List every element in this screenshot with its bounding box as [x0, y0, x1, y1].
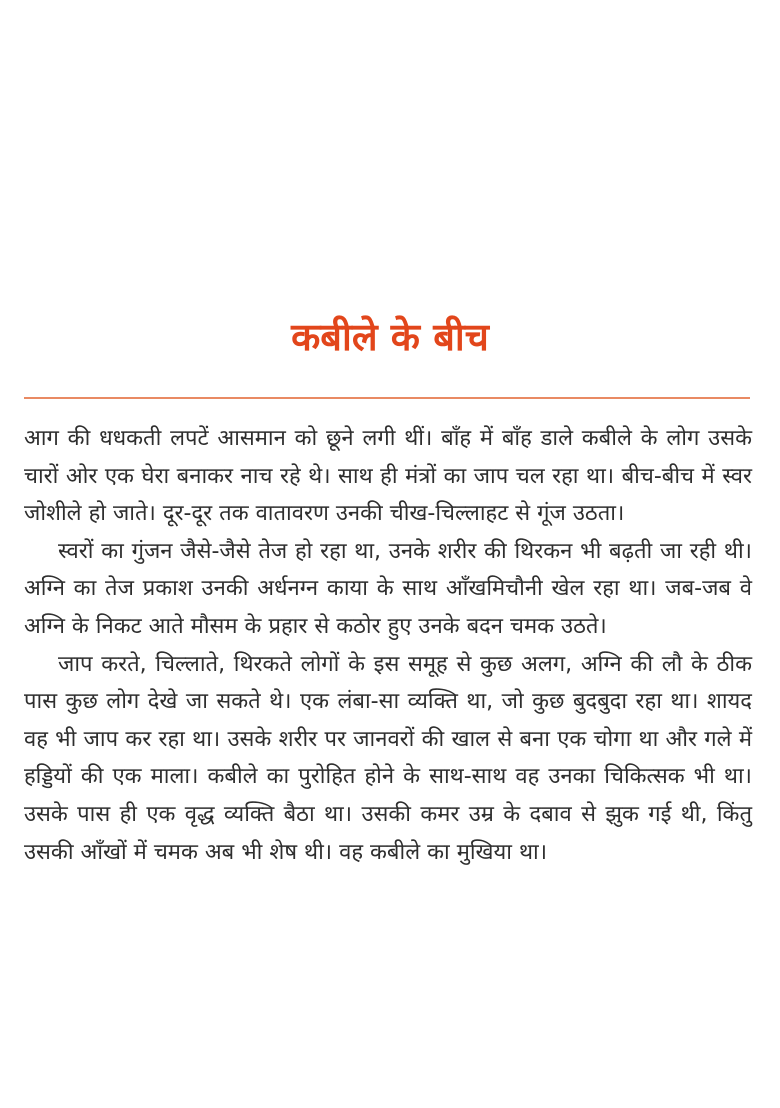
chapter-body: [24, 420, 752, 871]
paragraph-3: जाप करते, चिल्लाते, थिरकते लोगों के इस समूह से कुछ अलग, अग्नि की लौ के ठीक पास कुछ लोग देखे जा सकते थे। एक लंबा-सा व्यक्ति था, जो कुछ बुदबुदा रहा था। शायद वह भी जाप कर रहा था। उसके शरीर पर जानवरों की खाल से बना एक चोगा था और गले में हड्डियों की एक माला। कबीले का पुरोहित होने के साथ-साथ वह उनका चिकित्सक भी था। उसके पास ही एक वृद्ध व्यक्ति बैठा था। उसकी कमर उम्र के दबाव से झुक गई थी, किंतु उसकी आँखों में चमक अब भी शेष थी। वह कबीले का मुखिया था।: [24, 651, 752, 865]
title-divider: [24, 397, 750, 399]
paragraph-1: आग की धधकती लपटें आसमान को छूने लगी थीं। बाँह में बाँह डाले कबीले के लोग उसके चारों ओर एक घेरा बनाकर नाच रहे थे। साथ ही मंत्रों का जाप चल रहा था। बीच-बीच में स्वर जोशीले हो जाते। दूर-दूर तक वातावरण उनकी चीख-चिल्लाहट से गूंज उठता।: [24, 426, 752, 527]
paragraph-2: स्वरों का गुंजन जैसे-जैसे तेज हो रहा था, उनके शरीर की थिरकन भी बढ़ती जा रही थी। अग्नि का तेज प्रकाश उनकी अर्धनग्न काया के साथ आँखमिचौनी खेल रहा था। जब-जब वे अग्नि के निकट आते मौसम के प्रहार से कठोर हुए उनके बदन चमक उठते।: [24, 538, 752, 639]
chapter-title: कबीले के बीच: [291, 315, 489, 359]
